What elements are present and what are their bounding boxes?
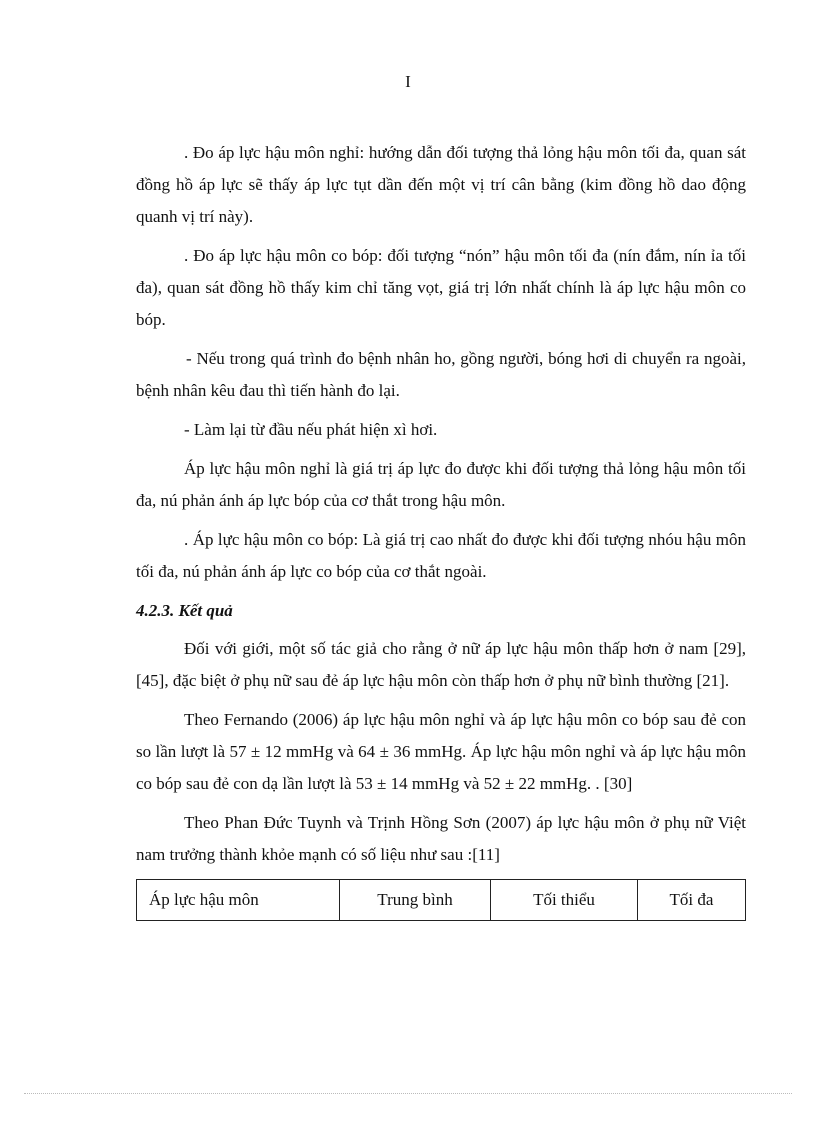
table-header-cell: Áp lực hậu môn — [137, 880, 340, 921]
paragraph-squeeze-definition: . Áp lực hậu môn co bóp: Là giá trị cao nhất đo được khi đối tượng nhóu hậu môn tối đa, nú phản ánh áp lực co bóp của cơ thắt ngoài. — [136, 530, 746, 581]
paragraph-rest-definition: Áp lực hậu môn nghỉ là giá trị áp lực đo được khi đối tượng thả lỏng hậu môn tối đa, nú phản ánh áp lực bóp của cơ thắt trong hậu môn. — [136, 459, 746, 510]
paragraph-remeasure-note: - Nếu trong quá trình đo bệnh nhân ho, gồng người, bóng hơi di chuyển ra ngoài, bệnh nhân kêu đau thì tiến hành đo lại. — [136, 349, 746, 400]
paragraph-gender: Đối với giới, một số tác giả cho rằng ở nữ áp lực hậu môn thấp hơn ở nam [29], [45], đặc biệt ở phụ nữ sau đẻ áp lực hậu môn còn thấp hơn ở phụ nữ bình thường [21]. — [136, 639, 746, 690]
table-header-cell: Tối thiểu — [491, 880, 638, 921]
table-header-cell: Tối đa — [638, 880, 746, 921]
table-header-row — [137, 880, 746, 921]
page-number: I — [405, 72, 411, 91]
table-header-cell: Trung bình — [340, 880, 491, 921]
document-body — [136, 137, 746, 921]
paragraph-restart-note: - Làm lại từ đầu nếu phát hiện xì hơi. — [184, 420, 438, 439]
section-heading: 4.2.3. Kết quả — [136, 601, 233, 620]
page-bottom-rule — [24, 1093, 792, 1094]
anal-pressure-table — [136, 879, 746, 921]
paragraph-squeeze-pressure: . Đo áp lực hậu môn co bóp: đối tượng “nón” hậu môn tối đa (nín đắm, nín ỉa tối đa), quan sát đồng hồ thấy kim chỉ tăng vọt, giá trị lớn nhất chính là áp lực hậu môn co bóp. — [136, 246, 746, 329]
paragraph-phan-duc-tuynh: Theo Phan Đức Tuynh và Trịnh Hồng Sơn (2007) áp lực hậu môn ở phụ nữ Việt nam trưởng thành khỏe mạnh có số liệu như sau :[11] — [136, 813, 746, 864]
paragraph-rest-pressure: . Đo áp lực hậu môn nghỉ: hướng dẫn đối tượng thả lỏng hậu môn tối đa, quan sát đồng hồ áp lực sẽ thấy áp lực tụt dần đến một vị trí cân bằng (kim đồng hồ dao động quanh vị trí này). — [136, 143, 746, 226]
paragraph-fernando: Theo Fernando (2006) áp lực hậu môn nghỉ và áp lực hậu môn co bóp sau đẻ con so lần lượt là 57 ± 12 mmHg và 64 ± 36 mmHg. Áp lực hậu môn nghỉ và áp lực hậu môn co bóp sau đẻ con dạ lần lượt là 53 ± 14 mmHg và 52 ± 22 mmHg. . [30] — [136, 710, 746, 793]
